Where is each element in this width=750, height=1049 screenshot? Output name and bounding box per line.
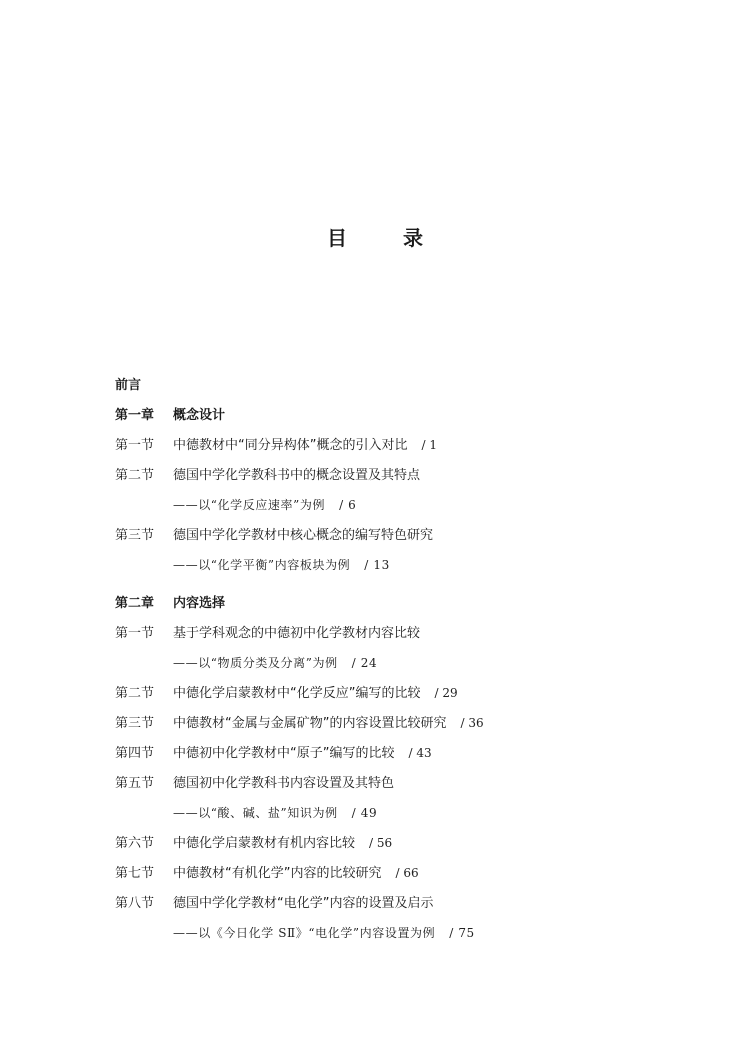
page-title: 目 录 — [327, 226, 441, 250]
toc-entry[interactable] — [115, 768, 675, 798]
section-title: 中德教材“有机化学”内容的比较研究 — [173, 866, 382, 881]
section-label: 第三节 — [115, 716, 155, 731]
chapter-title: 概念设计 — [173, 408, 226, 423]
page-number: / 13 — [364, 558, 390, 572]
toc-preface[interactable] — [115, 370, 675, 400]
toc-entry[interactable] — [115, 708, 675, 738]
section-title: 中德初中化学教材中“原子”编写的比较 — [173, 746, 395, 761]
section-subtitle: ——以“化学平衡”内容板块为例 — [173, 558, 351, 572]
chapter-label: 第一章 — [115, 408, 155, 423]
toc-chapter-1[interactable] — [115, 400, 675, 430]
toc-subtitle-row[interactable] — [115, 550, 675, 580]
toc-entry[interactable] — [115, 678, 675, 708]
toc-entry[interactable] — [115, 520, 675, 550]
section-label: 第二节 — [115, 686, 155, 701]
toc-subtitle-row[interactable] — [115, 798, 675, 828]
section-title: 德国初中化学教科书内容设置及其特色 — [173, 776, 395, 791]
section-title: 中德教材中“同分异构体”概念的引入对比 — [173, 438, 408, 453]
chapter-label: 第二章 — [115, 596, 155, 611]
section-title: 德国中学化学教材中核心概念的编写特色研究 — [173, 528, 434, 543]
toc-entry[interactable] — [115, 618, 675, 648]
toc-entry[interactable] — [115, 828, 675, 858]
section-subtitle: ——以《今日化学 SⅡ》“电化学”内容设置为例 — [173, 926, 436, 940]
section-title: 中德化学启蒙教材有机内容比较 — [173, 836, 356, 851]
page-number: / 66 — [395, 866, 419, 880]
section-title: 德国中学化学教材“电化学”内容的设置及启示 — [173, 896, 434, 911]
toc-subtitle-row[interactable] — [115, 490, 675, 520]
page-number: / 75 — [449, 926, 475, 940]
section-subtitle: ——以“化学反应速率”为例 — [173, 498, 326, 512]
page-number: / 24 — [351, 656, 378, 670]
section-label: 第三节 — [115, 528, 155, 543]
toc-subtitle-row[interactable] — [115, 648, 675, 678]
chapter-title: 内容选择 — [173, 596, 226, 611]
page-number: / 6 — [339, 498, 357, 512]
page-number: / 29 — [434, 686, 458, 700]
section-label: 第一节 — [115, 438, 155, 453]
section-title: 中德化学启蒙教材中“化学反应”编写的比较 — [173, 686, 421, 701]
toc-chapter-2[interactable] — [115, 588, 675, 618]
table-of-contents — [115, 370, 675, 948]
section-subtitle: ——以“物质分类及分离”为例 — [173, 656, 338, 670]
toc-subtitle-row[interactable] — [115, 918, 675, 948]
section-subtitle: ——以“酸、碱、盐”知识为例 — [173, 806, 338, 820]
toc-entry[interactable] — [115, 738, 675, 768]
page-number: / 1 — [421, 438, 437, 452]
toc-entry[interactable] — [115, 888, 675, 918]
section-title: 德国中学化学教科书中的概念设置及其特点 — [173, 468, 421, 483]
section-label: 第六节 — [115, 836, 155, 851]
page-number: / 49 — [351, 806, 378, 820]
toc-entry[interactable] — [115, 460, 675, 490]
section-label: 第四节 — [115, 746, 155, 761]
page-number: / 36 — [460, 716, 484, 730]
section-label: 第五节 — [115, 776, 155, 791]
section-label: 第七节 — [115, 866, 155, 881]
preface-label: 前言 — [115, 378, 142, 393]
section-title: 基于学科观念的中德初中化学教材内容比较 — [173, 626, 421, 641]
section-label: 第二节 — [115, 468, 155, 483]
page-number: / 56 — [369, 836, 393, 850]
section-label: 第一节 — [115, 626, 155, 641]
section-title: 中德教材“金属与金属矿物”的内容设置比较研究 — [173, 716, 447, 731]
section-label: 第八节 — [115, 896, 155, 911]
page-number: / 43 — [408, 746, 432, 760]
toc-entry[interactable] — [115, 858, 675, 888]
toc-entry[interactable] — [115, 430, 675, 460]
